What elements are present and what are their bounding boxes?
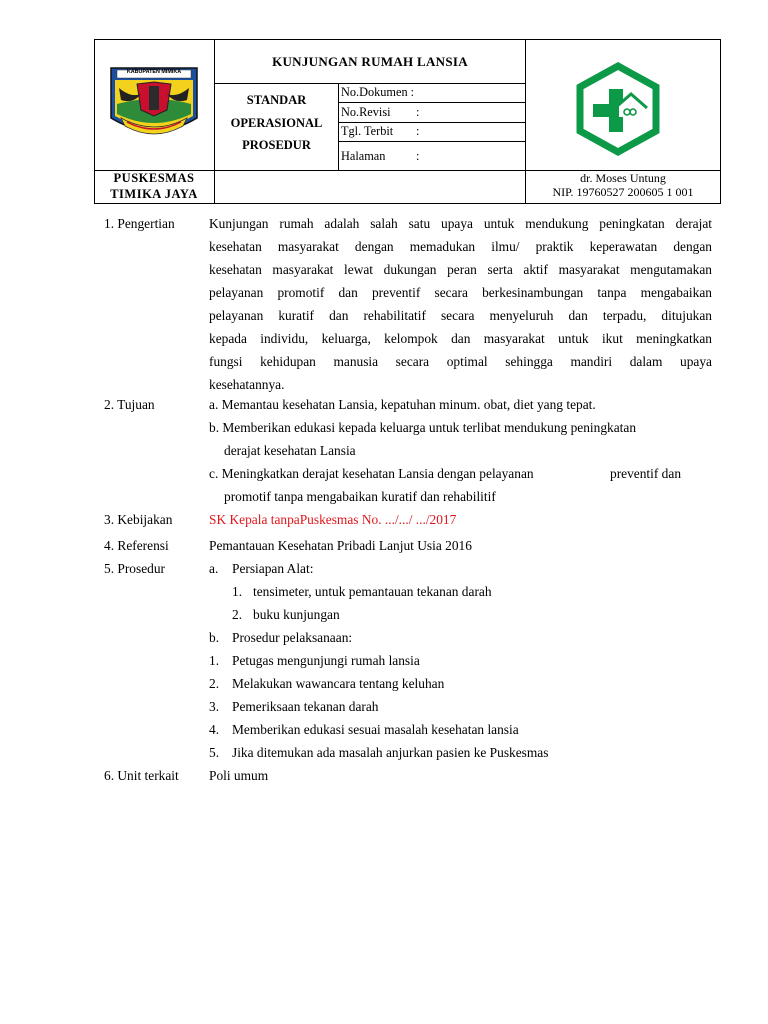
sop-label-line3: PROSEDUR	[242, 138, 311, 152]
step-number: 3.	[209, 699, 220, 714]
alat-number: 2.	[232, 607, 243, 622]
pengertian-line: kepada individu, keluarga, kelompok dan masyarakat untuk ikut meningkatkan	[209, 331, 712, 346]
step-text: Memberikan edukasi sesuai masalah kesehatan lansia	[232, 722, 519, 737]
pengertian-line: Kunjungan rumah adalah salah satu upaya untuk mendukung peningkatan derajat	[209, 216, 712, 231]
prosedur-a-text: Persiapan Alat:	[232, 561, 314, 576]
field-no-revisi-colon: :	[416, 105, 420, 119]
divider-v3	[338, 83, 339, 170]
field-tgl-terbit-colon: :	[416, 124, 420, 138]
divider-h3	[338, 122, 526, 123]
divider-h2	[338, 102, 526, 103]
puskesmas-cross-icon	[575, 62, 661, 156]
label-referensi: 4. Referensi	[104, 538, 169, 553]
sop-label-line2: OPERASIONAL	[230, 116, 323, 130]
puskesmas-logo	[575, 62, 661, 156]
org-name-line1: PUSKESMAS	[113, 171, 195, 185]
field-halaman-colon: :	[416, 149, 420, 163]
label-tujuan: 2. Tujuan	[104, 397, 155, 412]
step-text: Pemeriksaan tekanan darah	[232, 699, 379, 714]
logo-caption: KABUPATEN MIMIKA	[126, 69, 182, 75]
alat-number: 1.	[232, 584, 243, 599]
mimika-emblem-icon	[107, 64, 201, 142]
alat-item: tensimeter, untuk pemantauan tekanan darah	[253, 584, 492, 599]
step-number: 2.	[209, 676, 220, 691]
border-right	[720, 39, 721, 204]
kabupaten-mimika-logo	[107, 64, 201, 142]
label-kebijakan: 3. Kebijakan	[104, 512, 173, 527]
tujuan-item-c-line1-end: preventif dan	[610, 466, 682, 481]
label-unit-terkait: 6. Unit terkait	[104, 768, 179, 783]
unit-terkait-text: Poli umum	[209, 768, 269, 783]
sop-header-table	[94, 39, 721, 204]
prosedur-b-marker: b.	[209, 630, 220, 645]
field-halaman: Halaman	[341, 149, 386, 163]
sop-label-line1: STANDAR	[246, 93, 307, 107]
step-text: Petugas mengunjungi rumah lansia	[232, 653, 420, 668]
pengertian-line: pelayanan promotif dan preventif secara berkesinambungan tanpa mengabaikan	[209, 285, 712, 300]
kebijakan-text: SK Kepala tanpaPuskesmas No. .../.../ .../2017	[209, 512, 457, 527]
pengertian-line: pelayanan kuratif dan rehabilitatif secara menyeluruh dan terpadu, ditujukan	[209, 308, 712, 323]
label-pengertian: 1. Pengertian	[104, 216, 175, 231]
tujuan-item-c-line1: c. Meningkatkan derajat kesehatan Lansia dengan pelayanan	[209, 466, 534, 481]
signer-name: dr. Moses Untung	[580, 171, 666, 185]
pengertian-line: kesehatan masyarakat dengan memadukan ilmu/ praktik keperawatan dengan	[209, 239, 712, 254]
label-prosedur: 5. Prosedur	[104, 561, 165, 576]
tujuan-item-c-line2: promotif tanpa mengabaikan kuratif dan rehabilitif	[224, 489, 496, 504]
step-number: 1.	[209, 653, 220, 668]
document-title: KUNJUNGAN RUMAH LANSIA	[272, 54, 468, 69]
prosedur-b-text: Prosedur pelaksanaan:	[232, 630, 353, 645]
pengertian-paragraph	[209, 212, 712, 396]
prosedur-a-marker: a.	[209, 561, 219, 576]
step-number: 4.	[209, 722, 220, 737]
pengertian-line: kesehatan masyarakat lewat dukungan peran serta aktif masyarakat mengutamakan	[209, 262, 712, 277]
step-number: 5.	[209, 745, 220, 760]
border-bottom	[94, 203, 721, 204]
pengertian-line: kesehatannya.	[209, 377, 285, 392]
field-tgl-terbit: Tgl. Terbit	[341, 124, 394, 138]
tujuan-item-b-line2: derajat kesehatan Lansia	[224, 443, 356, 458]
field-no-dokumen: No.Dokumen :	[341, 85, 415, 99]
alat-item: buku kunjungan	[253, 607, 340, 622]
border-top	[94, 39, 721, 40]
divider-h4	[338, 141, 526, 142]
tujuan-item-b-line1: b. Memberikan edukasi kepada keluarga untuk terlibat mendukung peningkatan	[209, 420, 637, 435]
pengertian-line: fungsi kehidupan manusia secara optimal sehingga mandiri dalam upaya	[209, 354, 712, 369]
org-name-line2: TIMIKA JAYA	[110, 187, 198, 201]
field-no-revisi: No.Revisi	[341, 105, 391, 119]
divider-h1	[214, 83, 526, 84]
step-text: Melakukan wawancara tentang keluhan	[232, 676, 445, 691]
step-text: Jika ditemukan ada masalah anjurkan pasien ke Puskesmas	[232, 745, 549, 760]
referensi-text: Pemantauan Kesehatan Pribadi Lanjut Usia 2016	[209, 538, 472, 553]
tujuan-item-a: a. Memantau kesehatan Lansia, kepatuhan minum. obat, diet yang tepat.	[209, 397, 596, 412]
signer-nip: NIP. 19760527 200605 1 001	[552, 185, 694, 199]
